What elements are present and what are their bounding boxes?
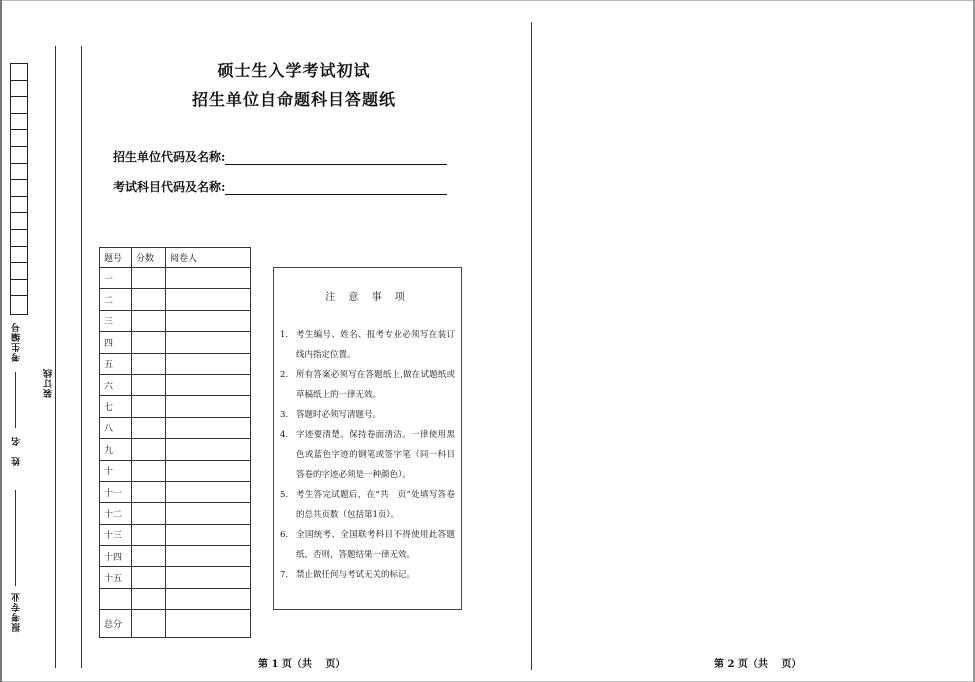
notice-item-text: 字迹要清楚、保持卷面清洁。一律使用黑色或蓝色字迹的钢笔或签字笔（同一科目答卷的字迹必须是一种颜色）。 (296, 430, 455, 480)
score-cell[interactable] (132, 332, 166, 353)
candidate-number-cell[interactable] (11, 230, 27, 247)
question-number-cell: 六 (100, 374, 132, 395)
notice-item-text: 全国统考、全国联考科目不得使用此答题纸，否则，答题结果一律无效。 (296, 530, 455, 560)
notice-item (280, 565, 455, 585)
name-label: 姓 名 (12, 436, 22, 466)
question-number-cell: 十 (100, 460, 132, 481)
candidate-number-cell[interactable] (11, 130, 27, 147)
grader-cell[interactable] (166, 503, 251, 524)
score-cell[interactable] (132, 567, 166, 588)
score-cell[interactable] (132, 353, 166, 374)
score-table-row (100, 353, 251, 374)
question-number-cell: 十五 (100, 567, 132, 588)
candidate-number-label: 考生编号 (12, 322, 22, 362)
header-grader: 阅卷人 (166, 248, 251, 268)
notice-item-number: 3. (280, 410, 289, 420)
grader-cell[interactable] (166, 310, 251, 331)
grader-cell[interactable] (166, 374, 251, 395)
score-table-header (100, 248, 251, 268)
grader-cell[interactable] (166, 396, 251, 417)
score-table-row (100, 567, 251, 588)
score-table-row (100, 374, 251, 395)
grader-cell[interactable] (166, 524, 251, 545)
grader-cell[interactable] (166, 332, 251, 353)
notice-item-number: 2. (280, 370, 289, 380)
question-number-cell: 十四 (100, 546, 132, 567)
question-number-cell: 二 (100, 289, 132, 310)
candidate-number-cell[interactable] (11, 114, 27, 131)
score-cell[interactable] (132, 396, 166, 417)
score-table-row (100, 268, 251, 289)
score-table-row (100, 588, 251, 609)
page-1-footer: 第 1 页（共 页） (258, 659, 346, 670)
binding-line-outer (55, 46, 56, 668)
notice-item (280, 485, 455, 525)
score-table-row (100, 417, 251, 438)
score-table-row (100, 396, 251, 417)
notice-item (280, 525, 455, 565)
score-table-total-row (100, 610, 251, 638)
notice-list (280, 325, 455, 585)
notice-item (280, 425, 455, 485)
name-underline (15, 372, 16, 428)
page-top-edge (0, 0, 975, 1)
score-table-row (100, 310, 251, 331)
page-divider (531, 22, 532, 670)
candidate-number-cell[interactable] (11, 81, 27, 98)
score-table-row (100, 332, 251, 353)
grader-cell[interactable] (166, 289, 251, 310)
score-cell[interactable] (132, 524, 166, 545)
candidate-number-cell[interactable] (11, 164, 27, 181)
header-question-no: 题号 (100, 248, 132, 268)
grader-cell[interactable] (166, 353, 251, 374)
notice-item-text: 答题时必须写清题号。 (296, 410, 382, 420)
question-number-cell: 一 (100, 268, 132, 289)
page-title: 硕士生入学考试初试 (217, 61, 371, 80)
grader-cell[interactable] (166, 439, 251, 460)
score-cell[interactable] (132, 481, 166, 502)
notice-item-text: 考生答完试题后，在“共 页”处填写答卷的总共页数（包括第1页）。 (296, 490, 455, 520)
notice-item-number: 6. (280, 530, 289, 540)
grader-cell[interactable] (166, 268, 251, 289)
question-number-cell: 七 (100, 396, 132, 417)
notice-item-number: 4. (280, 430, 289, 440)
grader-cell[interactable] (166, 481, 251, 502)
candidate-number-cell[interactable] (11, 280, 27, 297)
candidate-number-cell[interactable] (11, 97, 27, 114)
notice-item-number: 1. (280, 330, 289, 340)
score-cell[interactable] (132, 374, 166, 395)
score-table-row (100, 481, 251, 502)
unit-field (113, 148, 447, 165)
major-label: 报考专业 (12, 592, 22, 632)
binding-line-inner (81, 46, 82, 668)
score-cell[interactable] (132, 417, 166, 438)
notice-item-number: 5. (280, 490, 289, 500)
total-grader-cell[interactable] (166, 610, 251, 638)
candidate-number-cell[interactable] (11, 64, 27, 81)
notice-title: 注 意 事 项 (325, 292, 410, 303)
score-cell[interactable] (132, 588, 166, 609)
grader-cell[interactable] (166, 417, 251, 438)
question-number-cell: 五 (100, 353, 132, 374)
score-cell[interactable] (132, 439, 166, 460)
score-table-row (100, 460, 251, 481)
page-2-footer: 第 2 页（共 页） (714, 659, 802, 670)
score-cell[interactable] (132, 546, 166, 567)
question-number-cell: 十二 (100, 503, 132, 524)
notice-item (280, 325, 455, 365)
score-table-row (100, 546, 251, 567)
major-underline (15, 490, 16, 586)
score-table-row (100, 439, 251, 460)
grader-cell[interactable] (166, 460, 251, 481)
score-cell[interactable] (132, 503, 166, 524)
page-subtitle: 招生单位自命题科目答题纸 (191, 90, 396, 109)
unit-field-label: 招生单位代码及名称: (113, 150, 226, 164)
notice-item (280, 405, 455, 425)
question-number-cell (100, 588, 132, 609)
page-left-edge (0, 0, 2, 682)
question-number-cell: 八 (100, 417, 132, 438)
candidate-number-cell[interactable] (11, 197, 27, 214)
score-cell[interactable] (132, 460, 166, 481)
notice-box (273, 267, 462, 610)
grader-cell[interactable] (166, 588, 251, 609)
candidate-number-cell[interactable] (11, 180, 27, 197)
candidate-number-cell[interactable] (11, 247, 27, 264)
notice-item-text: 所有答案必须写在答题纸上,做在试题纸或草稿纸上的一律无效。 (296, 370, 455, 400)
notice-item-text: 禁止做任何与考试无关的标记。 (296, 570, 416, 580)
grader-cell[interactable] (166, 546, 251, 567)
score-table (99, 247, 251, 638)
header-score: 分数 (132, 248, 166, 268)
notice-item-text: 考生编号、姓名、报考专业必须写在装订线内指定位置。 (296, 330, 455, 360)
question-number-cell: 十三 (100, 524, 132, 545)
total-label-cell: 总分 (100, 610, 132, 638)
candidate-number-cell[interactable] (11, 147, 27, 164)
unit-field-blank[interactable] (225, 153, 447, 165)
candidate-number-boxes[interactable] (10, 63, 28, 315)
candidate-number-cell[interactable] (11, 213, 27, 230)
subject-field-blank[interactable] (225, 183, 447, 195)
grader-cell[interactable] (166, 567, 251, 588)
score-table-row (100, 524, 251, 545)
question-number-cell: 四 (100, 332, 132, 353)
score-table-row (100, 289, 251, 310)
bind-line-label: 装订线 (44, 368, 54, 398)
notice-item-number: 7. (280, 570, 289, 580)
question-number-cell: 十一 (100, 481, 132, 502)
question-number-cell: 三 (100, 310, 132, 331)
subject-field (113, 178, 447, 195)
score-cell[interactable] (132, 310, 166, 331)
score-table-row (100, 503, 251, 524)
score-cell[interactable] (132, 268, 166, 289)
total-score-cell[interactable] (132, 610, 166, 638)
candidate-number-cell[interactable] (11, 296, 27, 313)
score-cell[interactable] (132, 289, 166, 310)
question-number-cell: 九 (100, 439, 132, 460)
candidate-number-cell[interactable] (11, 263, 27, 280)
subject-field-label: 考试科目代码及名称: (113, 180, 226, 194)
notice-item (280, 365, 455, 405)
